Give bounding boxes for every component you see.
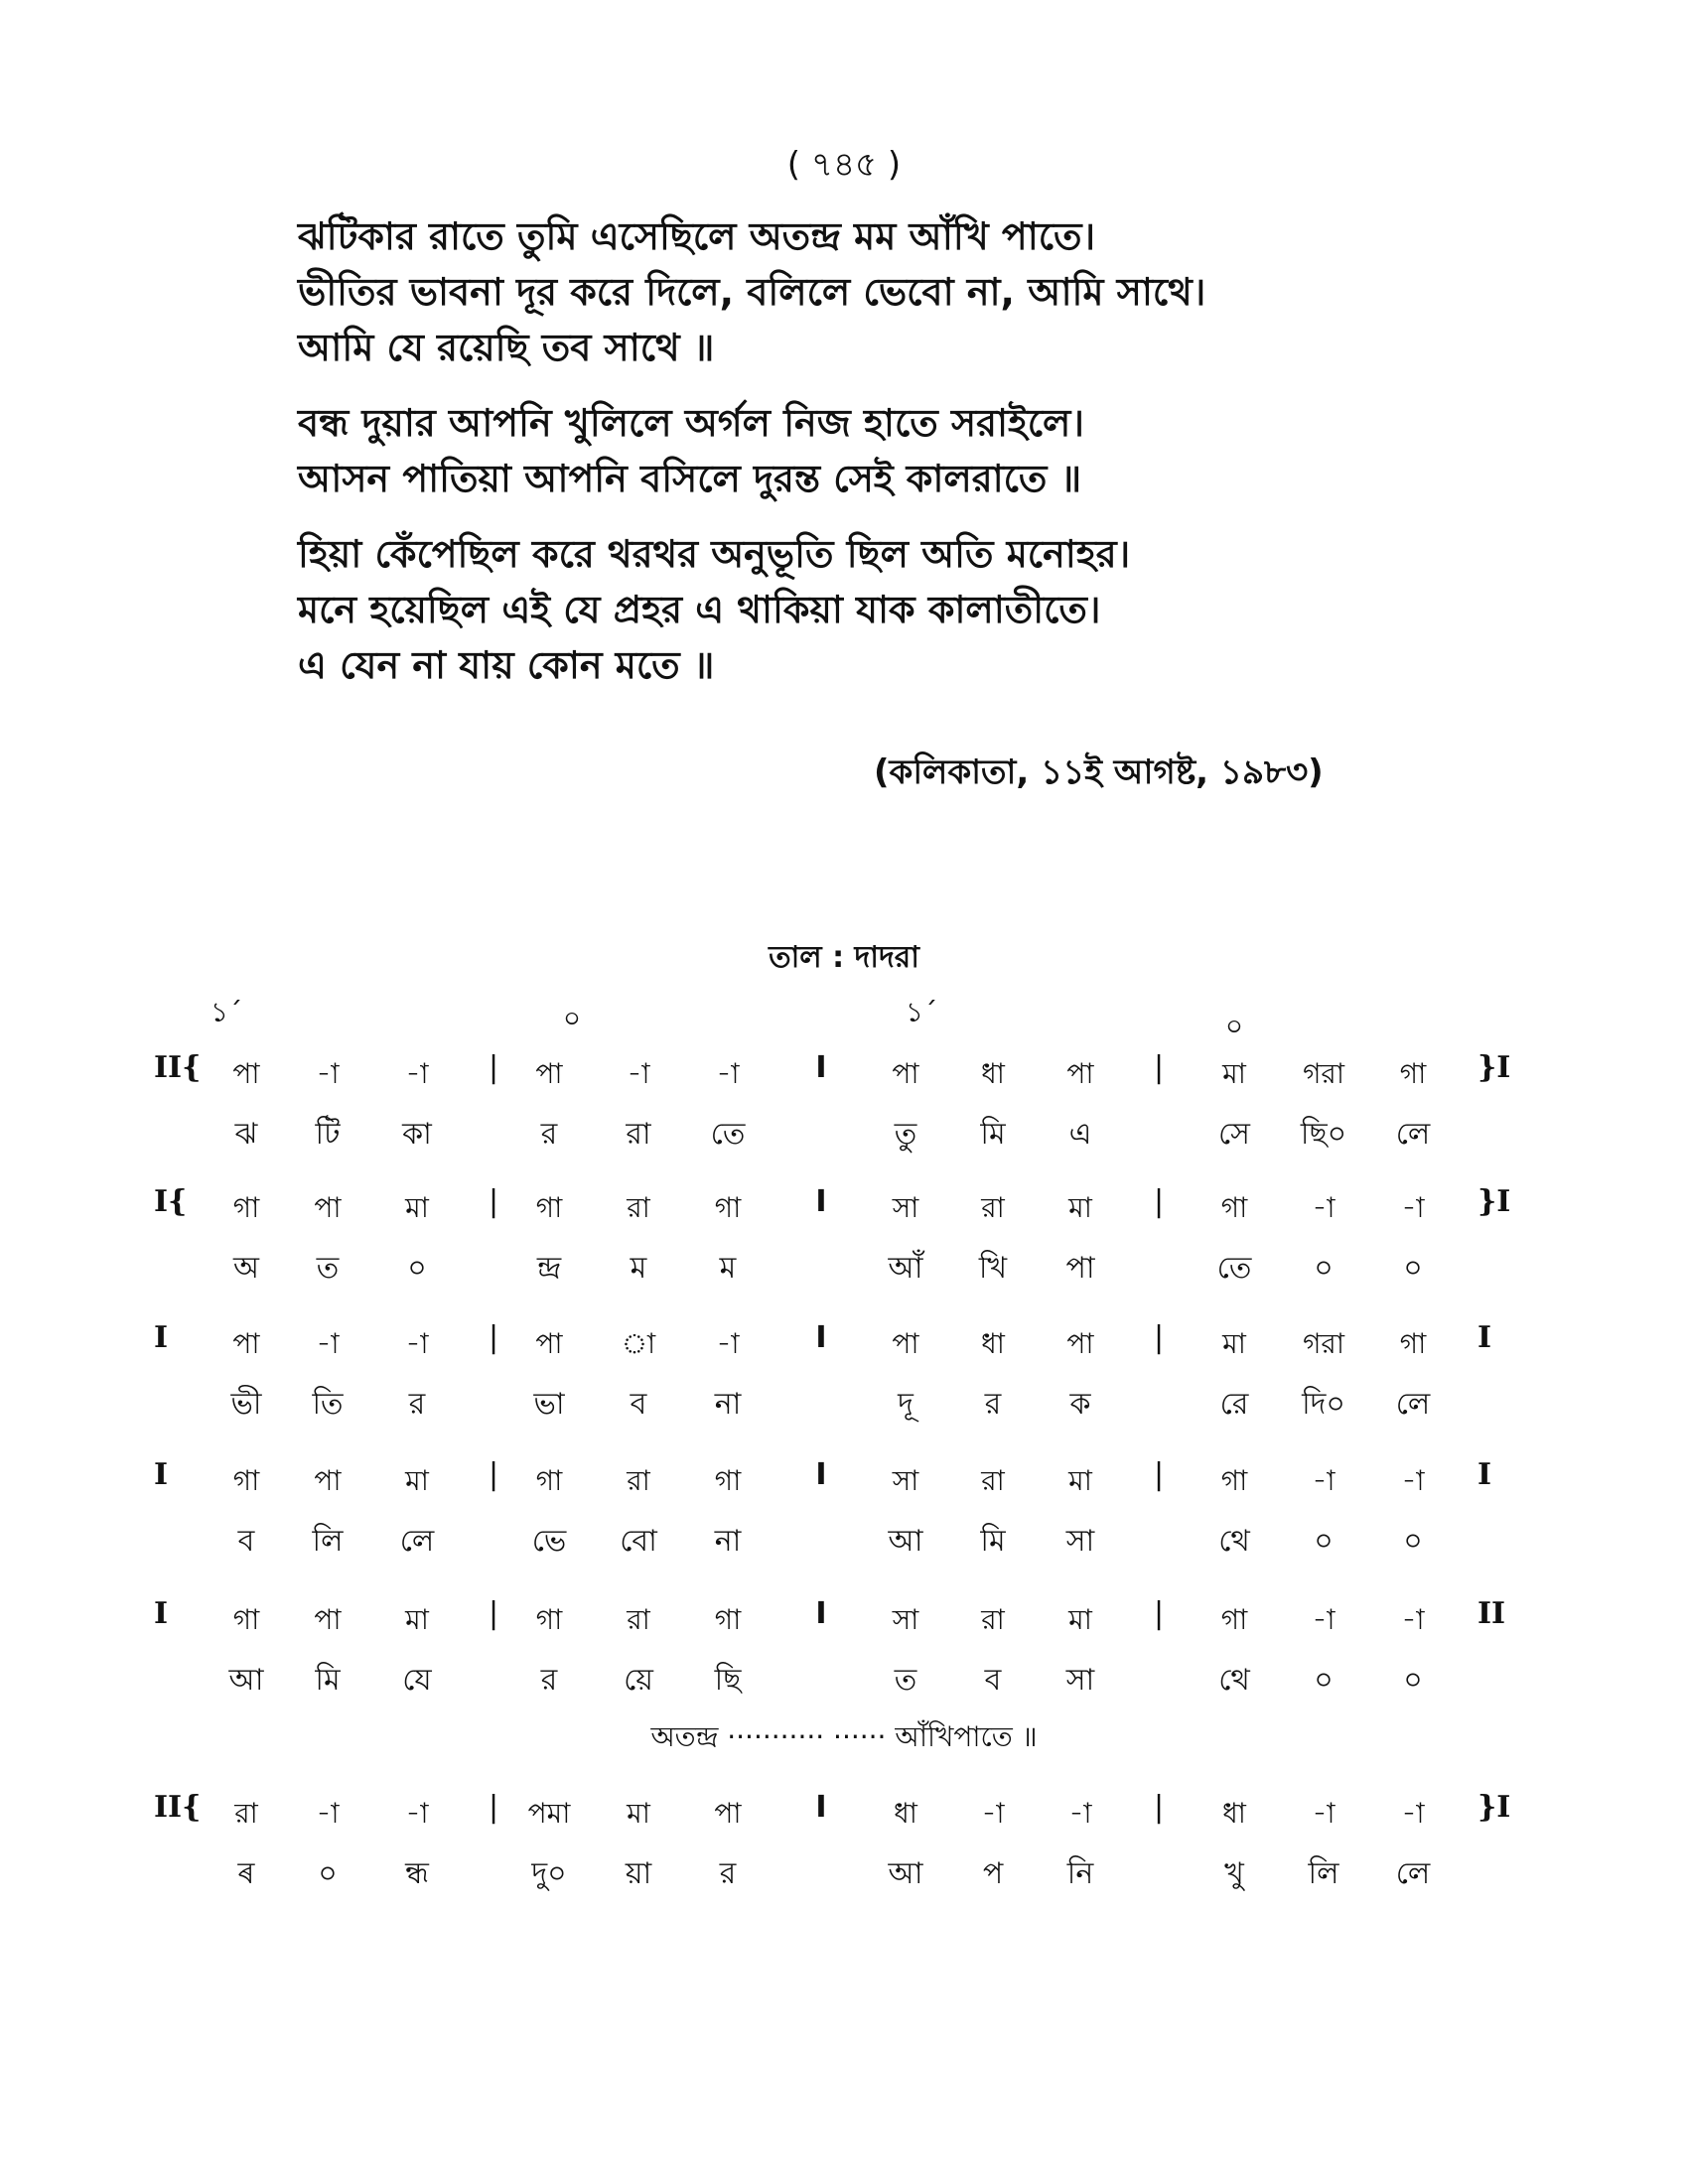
swara-note: গা bbox=[714, 1603, 742, 1636]
swara-note: গরা bbox=[1303, 1057, 1344, 1090]
row-start-mark: II{ bbox=[154, 1050, 202, 1085]
row-start-mark: I bbox=[154, 1457, 169, 1492]
bani-syllable: খি bbox=[978, 1251, 1008, 1286]
bar-line: | bbox=[488, 1320, 499, 1355]
swara-note: রা bbox=[981, 1464, 1005, 1497]
row-end-mark: }I bbox=[1477, 1184, 1511, 1219]
swara-note: -া bbox=[316, 1057, 340, 1090]
swara-note: পা bbox=[892, 1057, 919, 1090]
bani-syllable: য়া bbox=[625, 1856, 652, 1891]
swara-note: মা bbox=[1222, 1057, 1246, 1090]
bani-syllable: লে bbox=[1395, 1117, 1431, 1152]
bani-syllable: ৰ bbox=[237, 1856, 255, 1891]
bani-syllable: আ bbox=[228, 1663, 264, 1698]
bani-syllable: ০ bbox=[318, 1856, 338, 1891]
swara-note: া bbox=[621, 1327, 656, 1360]
swara-note: গা bbox=[535, 1464, 563, 1497]
bani-syllable: কা bbox=[402, 1117, 432, 1152]
bani-syllable: আঁ bbox=[888, 1251, 923, 1286]
bani-syllable: মি bbox=[980, 1117, 1006, 1152]
bani-syllable: র bbox=[984, 1387, 1002, 1422]
swara-note: গা bbox=[232, 1603, 260, 1636]
bani-syllable: তে bbox=[710, 1117, 746, 1152]
bani-syllable: ত bbox=[316, 1251, 340, 1286]
bani-syllable: রে bbox=[1219, 1387, 1249, 1422]
row-end-mark: II bbox=[1477, 1596, 1506, 1631]
bani-syllable: যে bbox=[402, 1663, 432, 1698]
swara-note: গা bbox=[535, 1603, 563, 1636]
bani-syllable: খু bbox=[1224, 1856, 1244, 1891]
vibhag-mark: I bbox=[815, 1596, 827, 1631]
bani-syllable: র bbox=[408, 1387, 426, 1422]
swara-note: -া bbox=[1068, 1797, 1092, 1830]
swara-note: ধা bbox=[1222, 1797, 1246, 1830]
bani-syllable: সা bbox=[1065, 1663, 1095, 1698]
swara-note: পা bbox=[314, 1191, 342, 1224]
swara-note: -া bbox=[1401, 1191, 1425, 1224]
swara-note: -া bbox=[405, 1797, 429, 1830]
bani-syllable: দি০ bbox=[1302, 1387, 1345, 1422]
bar-line: | bbox=[1153, 1050, 1165, 1085]
swara-note: -া bbox=[716, 1327, 740, 1360]
swara-note: -া bbox=[1401, 1797, 1425, 1830]
row-start-mark: II{ bbox=[154, 1790, 202, 1825]
bani-syllable: মি bbox=[315, 1663, 341, 1698]
bani-syllable: লে bbox=[1395, 1856, 1431, 1891]
swara-note: পা bbox=[535, 1327, 563, 1360]
swara-note: রা bbox=[627, 1603, 650, 1636]
bar-line: | bbox=[1153, 1790, 1165, 1825]
swara-note: গা bbox=[1220, 1191, 1248, 1224]
swara-note: -া bbox=[1312, 1191, 1336, 1224]
bani-syllable: ভা bbox=[533, 1387, 565, 1422]
bar-line: | bbox=[488, 1457, 499, 1492]
swara-note: রা bbox=[234, 1797, 258, 1830]
bar-line: | bbox=[488, 1596, 499, 1631]
bani-syllable: তে bbox=[1216, 1251, 1252, 1286]
swara-note: মা bbox=[405, 1603, 429, 1636]
bani-syllable: ত bbox=[894, 1663, 917, 1698]
swara-note: -া bbox=[981, 1797, 1005, 1830]
bani-syllable: রা bbox=[626, 1117, 651, 1152]
swara-note: মা bbox=[1068, 1191, 1092, 1224]
swara-note: রা bbox=[627, 1191, 650, 1224]
swara-note: -া bbox=[1312, 1464, 1336, 1497]
swara-note: মা bbox=[1222, 1327, 1246, 1360]
bani-syllable: না bbox=[714, 1524, 742, 1559]
swara-note: গা bbox=[232, 1464, 260, 1497]
vibhag-mark: I bbox=[815, 1457, 827, 1492]
lyric-line: এ যেন না যায় কোন মতে ॥ bbox=[298, 643, 715, 687]
bani-syllable: সা bbox=[1065, 1524, 1095, 1559]
bani-syllable: ব bbox=[984, 1663, 1002, 1698]
row-start-mark: I bbox=[154, 1596, 169, 1631]
beat-marker: ০ bbox=[1224, 1010, 1244, 1042]
swara-note: গা bbox=[1220, 1603, 1248, 1636]
swara-note: ধা bbox=[894, 1797, 917, 1830]
bani-syllable: য়ে bbox=[624, 1663, 653, 1698]
swara-note: রা bbox=[981, 1603, 1005, 1636]
swara-note: মা bbox=[1068, 1464, 1092, 1497]
swara-note: পা bbox=[314, 1464, 342, 1497]
bani-syllable: তু bbox=[894, 1117, 917, 1152]
bani-syllable: ০ bbox=[1314, 1663, 1334, 1698]
lyric-line: হিয়া কেঁপেছিল করে থরথর অনুভূতি ছিল অতি মনোহর। bbox=[298, 532, 1131, 576]
swara-note: -া bbox=[1312, 1603, 1336, 1636]
swara-note: -া bbox=[716, 1057, 740, 1090]
bani-syllable: ০ bbox=[1314, 1251, 1334, 1286]
bani-syllable: ব bbox=[237, 1524, 255, 1559]
bar-line: | bbox=[1153, 1457, 1165, 1492]
swara-note: গা bbox=[1399, 1057, 1427, 1090]
bani-syllable: ভী bbox=[230, 1387, 262, 1422]
bani-syllable: লি bbox=[1308, 1856, 1339, 1891]
swara-note: -া bbox=[316, 1327, 340, 1360]
swara-note: পা bbox=[1066, 1327, 1094, 1360]
lyric-line: মনে হয়েছিল এই যে প্রহর এ থাকিয়া যাক কালাতীতে। bbox=[298, 588, 1101, 631]
swara-note: মা bbox=[405, 1464, 429, 1497]
bani-syllable: ছি bbox=[714, 1663, 742, 1698]
swara-note: -া bbox=[627, 1057, 650, 1090]
beat-marker: ১´ bbox=[905, 996, 938, 1028]
lyric-line: ঝটিকার রাতে তুমি এসেছিলে অতন্দ্র মম আঁখি পাতে। bbox=[298, 214, 1096, 258]
swara-note: গা bbox=[714, 1191, 742, 1224]
swara-note: -া bbox=[405, 1057, 429, 1090]
bani-syllable: তি bbox=[312, 1387, 344, 1422]
swara-note: গা bbox=[1399, 1327, 1427, 1360]
bar-line: | bbox=[488, 1184, 499, 1219]
bani-syllable: ০ bbox=[407, 1251, 427, 1286]
bani-syllable: আ bbox=[888, 1524, 923, 1559]
bani-syllable: ছি০ bbox=[1300, 1117, 1347, 1152]
bani-syllable: থে bbox=[1218, 1524, 1250, 1559]
bani-syllable: র bbox=[540, 1117, 558, 1152]
bani-syllable: র bbox=[719, 1856, 737, 1891]
swara-note: -া bbox=[1401, 1603, 1425, 1636]
lyric-line: ভীতির ভাবনা দূর করে দিলে, বলিলে ভেবো না, আমি সাথে। bbox=[298, 270, 1206, 314]
beat-marker: ০ bbox=[562, 1002, 582, 1034]
swara-note: মা bbox=[1068, 1603, 1092, 1636]
bar-line: | bbox=[1153, 1184, 1165, 1219]
swara-note: পা bbox=[314, 1603, 342, 1636]
swara-note: -া bbox=[1312, 1797, 1336, 1830]
vibhag-mark: I bbox=[815, 1184, 827, 1219]
bani-syllable: ক bbox=[1069, 1387, 1091, 1422]
lyric-line: আমি যে রয়েছি তব সাথে ॥ bbox=[298, 326, 715, 369]
swara-note: গা bbox=[1220, 1464, 1248, 1497]
swara-note: সা bbox=[892, 1464, 919, 1497]
vibhag-mark: I bbox=[815, 1790, 827, 1825]
swara-note: -া bbox=[1401, 1464, 1425, 1497]
swara-note: পা bbox=[232, 1327, 260, 1360]
row-end-mark: I bbox=[1477, 1320, 1492, 1355]
swara-note: পা bbox=[714, 1797, 742, 1830]
bani-syllable: অ bbox=[233, 1251, 259, 1286]
row-end-mark: }I bbox=[1477, 1790, 1511, 1825]
vibhag-mark: I bbox=[815, 1050, 827, 1085]
swara-note: পা bbox=[232, 1057, 260, 1090]
lyric-line: আসন পাতিয়া আপনি বসিলে দুরন্ত সেই কালরাতে ॥ bbox=[298, 457, 1082, 500]
swara-note: পমা bbox=[527, 1797, 571, 1830]
bani-syllable: প bbox=[982, 1856, 1004, 1891]
bani-syllable: র bbox=[540, 1663, 558, 1698]
source-note: (কলিকাতা, ১১ই আগষ্ট, ১৯৮৩) bbox=[874, 752, 1324, 792]
bani-syllable: ব bbox=[630, 1387, 647, 1422]
bani-syllable: মি bbox=[980, 1524, 1006, 1559]
swara-note: সা bbox=[892, 1191, 919, 1224]
page-number: ( ৭৪৫ ) bbox=[786, 145, 902, 185]
swara-note: পা bbox=[892, 1327, 919, 1360]
swara-note: ধা bbox=[981, 1327, 1005, 1360]
swara-note: গা bbox=[535, 1191, 563, 1224]
vibhag-mark: I bbox=[815, 1320, 827, 1355]
swara-note: -া bbox=[316, 1797, 340, 1830]
bar-line: | bbox=[488, 1790, 499, 1825]
bar-line: | bbox=[1153, 1320, 1165, 1355]
bani-syllable: বো bbox=[620, 1524, 657, 1559]
bani-syllable: নি bbox=[1066, 1856, 1094, 1891]
bani-syllable: ০ bbox=[1403, 1524, 1423, 1559]
swara-note: রা bbox=[981, 1191, 1005, 1224]
row-start-mark: I bbox=[154, 1320, 169, 1355]
bani-syllable: ঝ bbox=[234, 1117, 258, 1152]
row-end-mark: I bbox=[1477, 1457, 1492, 1492]
lyric-line: বন্ধ দুয়ার আপনি খুলিলে অর্গল নিজ হাতে সরাইলে। bbox=[298, 401, 1084, 445]
bani-syllable: ন্ধ bbox=[405, 1856, 429, 1891]
swara-note: মা bbox=[405, 1191, 429, 1224]
swara-note: সা bbox=[892, 1603, 919, 1636]
bani-syllable: দূ bbox=[898, 1387, 914, 1422]
swara-note: গা bbox=[232, 1191, 260, 1224]
swara-note: গরা bbox=[1303, 1327, 1344, 1360]
swara-note: মা bbox=[627, 1797, 650, 1830]
bani-syllable: সে bbox=[1218, 1117, 1250, 1152]
bani-syllable: ০ bbox=[1314, 1524, 1334, 1559]
bani-syllable: ম bbox=[719, 1251, 737, 1286]
bani-syllable: না bbox=[714, 1387, 742, 1422]
bani-syllable: পা bbox=[1065, 1251, 1095, 1286]
bani-syllable: ০ bbox=[1403, 1251, 1423, 1286]
bani-syllable: ম bbox=[630, 1251, 647, 1286]
swara-note: গা bbox=[714, 1464, 742, 1497]
bani-syllable: ভে bbox=[531, 1524, 567, 1559]
beat-marker: ১´ bbox=[210, 996, 243, 1028]
bani-syllable: লে bbox=[1395, 1387, 1431, 1422]
swara-note: পা bbox=[535, 1057, 563, 1090]
tala-heading: তাল : দাদরা bbox=[769, 940, 919, 975]
swara-note: ধা bbox=[981, 1057, 1005, 1090]
bani-syllable: থে bbox=[1218, 1663, 1250, 1698]
bani-syllable: লি bbox=[312, 1524, 344, 1559]
bani-syllable: আ bbox=[888, 1856, 923, 1891]
bani-syllable: লে bbox=[399, 1524, 435, 1559]
bani-syllable: টি bbox=[315, 1117, 341, 1152]
bani-syllable: দু০ bbox=[531, 1856, 567, 1891]
swara-note: পা bbox=[1066, 1057, 1094, 1090]
bani-syllable: ০ bbox=[1403, 1663, 1423, 1698]
bar-line: | bbox=[1153, 1596, 1165, 1631]
refrain-note: অতন্দ্র ··········· ······ আঁখিপাতে ॥ bbox=[650, 1720, 1038, 1753]
swara-note: -া bbox=[405, 1327, 429, 1360]
row-start-mark: I{ bbox=[154, 1184, 188, 1219]
bani-syllable: এ bbox=[1068, 1117, 1092, 1152]
bani-syllable: ন্দ্র bbox=[536, 1251, 562, 1286]
row-end-mark: }I bbox=[1477, 1050, 1511, 1085]
swara-note: রা bbox=[627, 1464, 650, 1497]
bar-line: | bbox=[488, 1050, 499, 1085]
